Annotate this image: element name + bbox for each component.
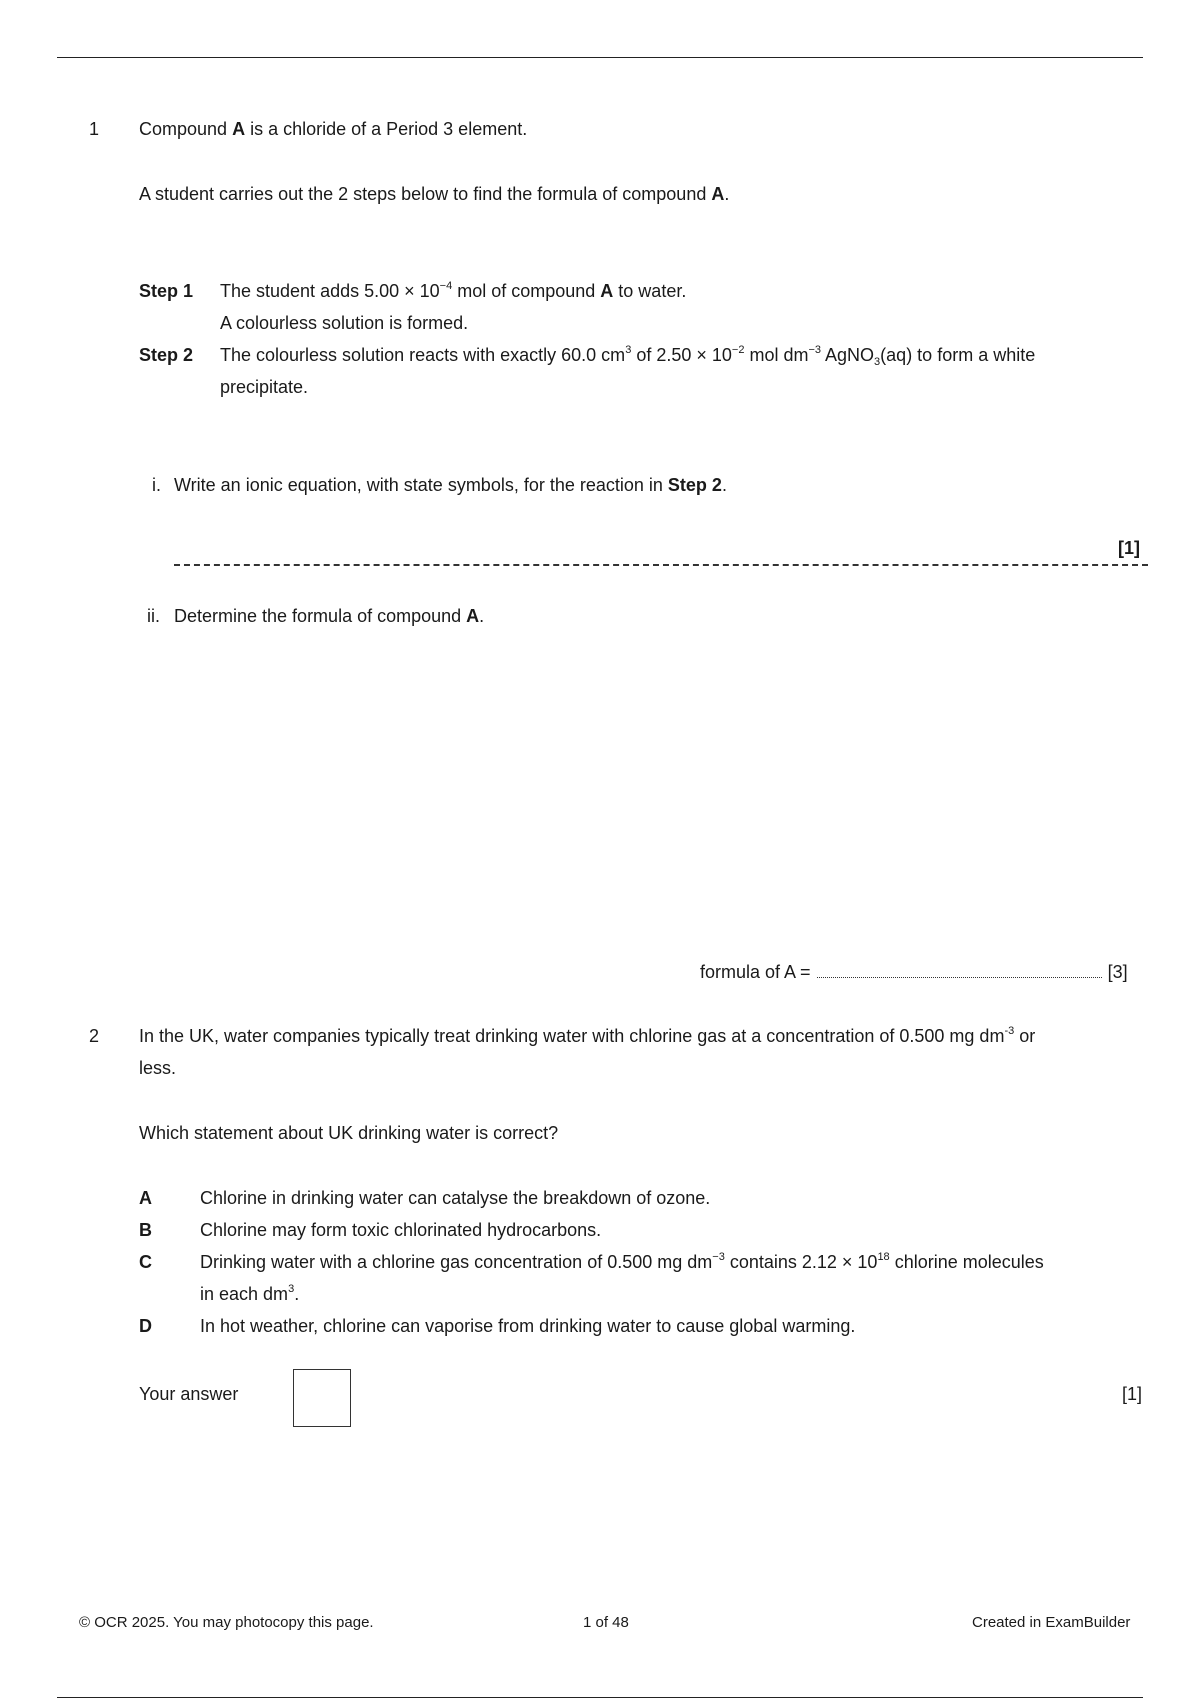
q2-number: 2 (89, 1026, 100, 1046)
q1-intro: Compound A is a chloride of a Period 3 element. (139, 119, 528, 139)
step2-line1: The colourless solution reacts with exactly 60.0 $cm^3$ of $2.50 \times 10^{-2}$ mol $dm^{-3}$ AgNO$_3$(aq) to form a white (220, 344, 1036, 368)
option-a-text: Chlorine in drinking water can catalyse the breakdown of ozone. (200, 1188, 711, 1208)
part-ii-text: Determine the formula of compound A. (174, 606, 485, 626)
option-b-text: Chlorine may form toxic chlorinated hydrocarbons. (200, 1220, 602, 1240)
top-rule (57, 57, 1143, 58)
part-i-answer-line[interactable] (174, 564, 1148, 566)
formula-answer-field[interactable] (817, 961, 1102, 978)
bottom-rule (57, 1697, 1143, 1698)
formula-answer-row (700, 961, 1128, 983)
step2-line2: precipitate. (220, 377, 309, 397)
step2-label: Step 2 (139, 345, 194, 365)
q1-number: 1 (89, 119, 100, 139)
q1-student-text: A student carries out the 2 steps below to find the formula of compound A. (139, 184, 730, 204)
q2-intro-line2: less. (139, 1058, 177, 1078)
part-i-label: i. (152, 475, 161, 495)
step1-label: Step 1 (139, 281, 194, 301)
your-answer-label: Your answer (139, 1384, 239, 1404)
option-c-letter: C (139, 1252, 152, 1272)
option-d-text: In hot weather, chlorine can vaporise from drinking water to cause global warming. (200, 1316, 856, 1336)
option-c-text-line2: in each $dm^3$. (200, 1283, 300, 1304)
option-a-letter: A (139, 1188, 152, 1208)
part-i-marks: [1] (1118, 538, 1140, 558)
step1-line1: The student adds $5.00 \times 10^{-4}$ mol of compound A to water. (220, 280, 687, 301)
option-d-letter: D (139, 1316, 152, 1336)
q2-marks: [1] (1122, 1384, 1143, 1404)
footer-created: Created in ExamBuilder (972, 1614, 1131, 1631)
part-ii-label: ii. (147, 606, 160, 626)
part-i-text: Write an ionic equation, with state symbols, for the reaction in Step 2. (174, 475, 727, 495)
footer-page-number: 1 of 48 (583, 1614, 629, 1631)
q2-question: Which statement about UK drinking water is correct? (139, 1123, 559, 1143)
part-ii-marks: [3] (1107, 962, 1128, 982)
option-b-letter: B (139, 1220, 152, 1240)
footer-copyright: © OCR 2025. You may photocopy this page. (79, 1614, 374, 1631)
q2-intro: In the UK, water companies typically treat drinking water with chlorine gas at a concentration of 0.500 mg $dm^{-3}$ or (139, 1025, 1036, 1046)
step1-line2: A colourless solution is formed. (220, 313, 469, 333)
option-c-text: Drinking water with a chlorine gas concentration of 0.500 mg $dm^{-3}$ contains $2.12 \times 10^{18}$ chlorine molecules (200, 1251, 1044, 1272)
formula-label: formula of A = (700, 962, 811, 982)
answer-box[interactable] (293, 1369, 351, 1427)
